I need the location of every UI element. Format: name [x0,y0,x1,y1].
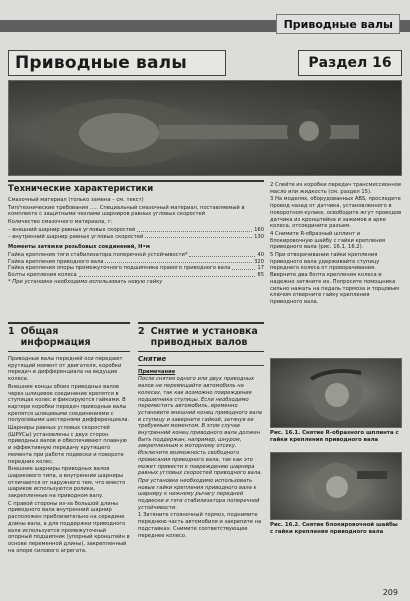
spec-row-label: – внутренний шарнир равных угловых скоростей [8,233,144,240]
section1-paragraph: Приводные валы передней оси передают крутящий момент от двигателя, коробки передач и дифференциала на ведущие колеса. [8,356,123,383]
specs-type-value: Специальный смазочный материал, поставляемый в комплекте с защитными чехлами шарниров равных угловых скоростей [8,204,245,218]
section1-paragraph: С правой стороны из-за большой длины приводного вала внутренний шарнир расположен приблизительно на середине длины вала, а для поддержки приводного вала используется промежуточный опорный подшипник (упорный кронштейн в основе переменной длины), закрепленный на опоре силового агрегата. [8,500,130,554]
leader-dots [137,227,252,232]
spec-row-value: 130 [254,233,264,240]
spec-row [8,234,264,241]
step-paragraph: 2 Слейте из коробки передач трансмиссионное масло или жидкость (см. раздел 15). [270,182,402,195]
section-label: Раздел 16 [308,55,392,71]
leader-dots [232,265,255,270]
step-1: 1 Затяните стояночный тормоз, поднимите переднюю часть автомобиля и закрепите на подставках. Снимите соответствующее переднее колесо. [138,512,262,539]
specs-footnote: * При установке необходимо использовать новую гайку [8,278,163,285]
figure-16-2-photo [270,452,402,520]
section2-heading [138,322,264,352]
leader-dots [105,259,252,264]
figure-16-2-image [271,453,402,520]
figure-16-1-image [271,359,402,428]
section1-title: Общая информация [20,326,91,348]
specs-rule [8,180,264,182]
header-photo [8,80,402,176]
torque-row-value: 85 [257,272,264,279]
step-paragraph: 5 При отворачивании гайки крепления приводного вала удерживайте ступицу переднего колеса от проворачивания. Вверните два болта крепления колеса и надежно затяните их. Попросите помощника сильно нажать на педаль тормоза и торцовым ключом отверните гайку крепления приводного вала. [270,252,399,305]
page-number: 209 [382,588,398,597]
spec-row-value: 160 [254,226,264,233]
note-text-2: При установке необходимо использовать новые гайки крепления приводного вала к шарниру к нижнему рычагу передней подвески и тяги стабилизатора поперечной устойчивости. [138,477,260,511]
specs-lubricant-line: Смазочный материал (только замена – см. текст) [8,197,144,203]
step-paragraph: 3 На моделях, оборудованных ABS, проследите провод назад от датчика, установленного в поворотном кулаке, освободите жгут проводов датчика из кронштейна и зажимов в арке колеса, отсоедините разъем. [270,196,402,230]
section2-column [138,322,264,540]
specs-block [8,180,264,286]
section2-number: 2 [138,326,145,337]
torque-row [8,272,264,279]
spec-row-label: – внешний шарнир равных угловых скоростей [8,226,136,233]
section1-paragraph: Шарниры равных угловых скоростей (ШРУСы) установлены с двух сторон приводных валов и обеспечивают плавную и эффективную передачу крутящего момента при работе подвески и повороте передних колес. [8,425,128,465]
torque-row-label: Болты крепления колеса [8,272,77,279]
header-tab [276,14,400,34]
torque-row-label: Гайка крепления приводного вала [8,258,104,265]
right-top-column [270,182,402,307]
torque-row-value: 320 [254,258,264,265]
torque-row-label: Гайка крепления тяги стабилизатора поперечной устойчивости* [8,251,188,258]
leader-dots [79,272,256,277]
leader-dots [145,234,252,239]
torque-title: Моменты затяжки резьбовых соединений, Н•м [8,244,150,251]
page-title-box [8,50,226,76]
section-label-box [298,50,402,76]
header-tab-label: Приводные валы [283,17,393,31]
leader-dots [189,252,255,257]
step-paragraph: 4 Снимите R-образный шплинт и блокировочную шайбу с гайки крепления приводного вала (рис. 16.1, 16.2). [270,230,385,251]
section1-number: 1 [8,326,15,337]
page-title: Приводные валы [15,53,187,73]
specs-type: Тип/технические требования ..... Специальный смазочный материал, поставляемый в комплекте с защитными чехлами шарниров равных угловых скоростей [8,204,245,218]
figure-16-1-caption: Рис. 16.1. Снятие R-образного шплинта с гайки крепления приводного вала [270,430,399,443]
section2-title: Снятие и установка приводных валов [150,326,258,348]
figure-16-1-photo [270,358,402,428]
section1-heading [8,322,130,352]
section1-column [8,322,130,555]
torque-row-label: Гайка крепления опоры промежуточного подшипника правого приводного вала [8,265,231,272]
torque-row [8,265,264,272]
torque-row-value: 17 [257,265,264,272]
torque-row [8,252,264,259]
section1-paragraph: Внешние шарниры приводных валов шарикового типа, а внутренние шарниры отличаются от наружного тем, что вместо шариков используются ролики, закрепленные на приводном валу. [8,466,126,500]
section1-paragraph: Внешние концы обоих приводных валов через шлицевое соединение крепятся в ступицах колес и фиксируются гайками. В картере коробки передач приводные валы крепятся шлицевыми соединениями с полуосевыми шестернями дифференциала. [8,383,130,424]
note-text: После снятия одного или двух приводных валов не перемещайте автомобиль на колесах, так как возможно повреждение подшипника ступицы. Если необходимо переместить автомобиль, временно установите внешний конец приводного вала в ступицу и заверните гайкой, затянув ее требуемым моментом. В этом случае внутренний конец приводного вала должен быть поддержан, например, шнуром, закрепленным к моторному отсеку. Исключите возможность свободного провисания приводного вала, так как это может привести к повреждению шарнира равных угловых скоростей приводного вала. [138,376,262,477]
figure-16-2-caption: Рис. 16.2. Снятие блокировочной шайбы с гайки крепления приводного вала [270,522,398,535]
note-title: Примечание [138,368,176,375]
header-photo-image [9,81,402,176]
torque-row-value: 40 [257,251,264,258]
specs-type-label: Тип/технические требования [8,204,89,211]
specs-qty-label: Количество смазочного материала, г: [8,219,113,226]
spec-row [8,227,264,234]
section2-subtitle: Снятие [138,356,264,366]
specs-title: Технические характеристики [8,184,154,194]
